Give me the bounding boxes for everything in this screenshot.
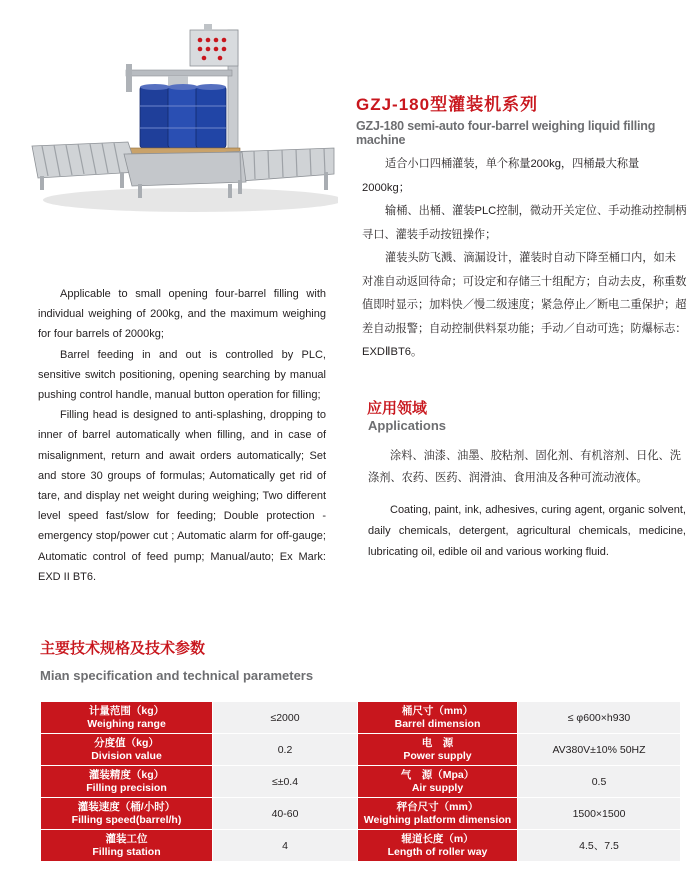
spec-value: ≤2000	[213, 702, 358, 734]
description-cn-paragraph: 适合小口四桶灌装，单个称量200kg，四桶最大称量2000kg；	[362, 158, 640, 194]
spec-value: 0.2	[213, 734, 358, 766]
applications-text-cn: 涂料、油漆、油墨、胶粘剂、固化剂、有机溶剂、日化、洗涤剂、农药、医药、润滑油、食用油及各种可流动液体。	[368, 450, 681, 484]
spec-label: 电 源 Power supply	[358, 734, 518, 766]
spec-row	[41, 766, 681, 798]
spec-label: 秤台尺寸（mm） Weighing platform dimension	[358, 798, 518, 830]
description-en-paragraph: Barrel feeding in and out is controlled by PLC, sensitive switch positioning, opening searching by manual pushing control handle, manual button operation for filling;	[38, 348, 326, 402]
description-en-paragraph: Filling head is designed to anti-splashing, dropping to inner of barrel automatically when filling, and in case of misalignment, return and await orders automatically; Set and store 30 groups of formulas; Automatically get rid of tare, and display net weight during weighing; Two different level speed fast/slow for feeding; Double protection - emergency stop/power cut ; Automatic alarm for off-gauge; Automatic control of feed pump; Manual/auto; Ex Mark: EXD II BT6.	[38, 409, 326, 583]
description-en-paragraph: Applicable to small opening four-barrel filling with individual weighing of 200kg, and the maximum weighing for four barrels of 2000kg;	[38, 288, 326, 341]
description-cn-paragraph: 输桶、出桶、灌装PLC控制，微动开关定位、手动推动控制柄寻口、灌装手动按钮操作；	[362, 205, 687, 241]
product-subtitle: GZJ-180 semi-auto four-barrel weighing liquid filling machine	[356, 119, 656, 147]
spec-label: 分度值（kg） Division value	[41, 734, 213, 766]
spec-label: 灌装工位 Filling station	[41, 830, 213, 862]
spec-label: 辊道长度（m） Length of roller way	[358, 830, 518, 862]
description-cn	[362, 153, 687, 365]
description-cn-paragraph: 灌装头防飞溅、滴漏设计，灌装时自动下降至桶口内，如未对准自动返回待命；可设定和存储三十组配方；自动去皮，称重数值即时显示；加料快／慢二级速度；紧急停止／断电二重保护；超差自动报警；自动控制供料泵功能；手动／自动可选；防爆标志：EXDⅡBT6。	[362, 252, 687, 358]
specs-title-cn: 主要技术规格及技术参数	[40, 640, 206, 657]
spec-value: 1500×1500	[518, 798, 681, 830]
spec-label: 气 源（Mpa） Air supply	[358, 766, 518, 798]
specs-title-en: Mian specification and technical parameters	[40, 668, 314, 683]
filling-machine-illustration	[28, 22, 338, 222]
applications-text-en: Coating, paint, ink, adhesives, curing agent, organic solvent, daily chemicals, detergent, agricultural chemicals, medicine, lubricating oil, edible oil and various working fluid.	[368, 504, 686, 558]
spec-value: 4.5、7.5	[518, 830, 681, 862]
spec-value: AV380V±10% 50HZ	[518, 734, 681, 766]
spec-row	[41, 734, 681, 766]
spec-row	[41, 798, 681, 830]
spec-value: ≤±0.4	[213, 766, 358, 798]
spec-value: 4	[213, 830, 358, 862]
spec-value: 40-60	[213, 798, 358, 830]
applications-title-en: Applications	[368, 418, 447, 433]
spec-row	[41, 702, 681, 734]
spec-value: ≤ φ600×h930	[518, 702, 681, 734]
spec-row	[41, 830, 681, 862]
description-en	[38, 284, 326, 587]
spec-label: 灌装精度（kg） Filling precision	[41, 766, 213, 798]
spec-label: 桶尺寸（mm） Barrel dimension	[358, 702, 518, 734]
applications-title-cn: 应用领域	[367, 400, 428, 417]
spec-label: 计量范围（kg） Weighing range	[41, 702, 213, 734]
spec-table	[40, 701, 681, 862]
product-title: GZJ-180型灌装机系列	[356, 95, 539, 114]
spec-value: 0.5	[518, 766, 681, 798]
spec-label: 灌装速度（桶/小时） Filling speed(barrel/h)	[41, 798, 213, 830]
